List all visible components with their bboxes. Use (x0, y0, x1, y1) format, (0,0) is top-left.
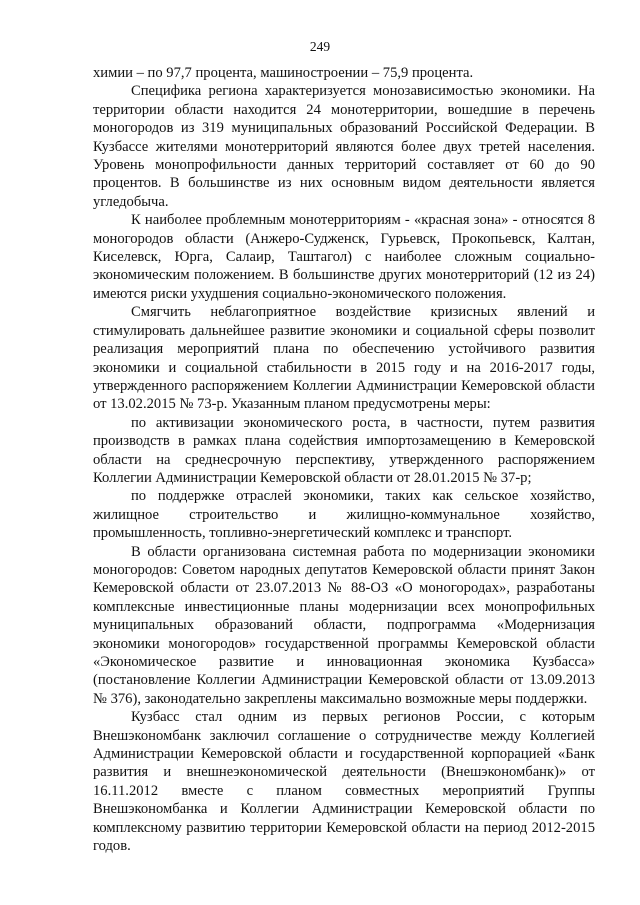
body-text (93, 64, 595, 855)
paragraph-measure-growth: по активизации экономического роста, в частности, путем развития производств в рамках плана содействия импортозамещению в Кемеровской области на среднесрочную перспективу, утвержденного распоряжением Коллегии Администрации Кемеровской области от 28.01.2015 № 37-р; (93, 414, 595, 486)
paragraph-modernization: В области организована системная работа по модернизации экономики моногородов: Советом народных депутатов Кемеровской области принят Закон Кемеровской области от 23.07.2013 № 88-ОЗ «О моногородах», разработаны комплексные инвестиционные планы модернизации всех монопрофильных муниципальных образований области, подпрограмма «Модернизация экономики моногородов» государственной программы Кемеровской области «Экономическое развитие и инновационная экономика Кузбасса» (постановление Коллегии Администрации Кемеровской области от 13.09.2013 № 376), законодательно закреплены максимально возможные меры поддержки. (93, 543, 595, 707)
page-number: 249 (309, 39, 331, 54)
paragraph-measure-support: по поддержке отраслей экономики, таких как сельское хозяйство, жилищное строительство и жилищно-коммунальное хозяйство, промышленность, топливно-энергетический комплекс и транспорт. (93, 488, 595, 542)
paragraph-veb-agreement: Кузбасс стал одним из первых регионов России, с которым Внешэкономбанк заключил соглашение о сотрудничестве между Коллегией Администрации Кемеровской области и государственной корпорацией «Банк развития и внешнеэкономической деятельности (Внешэкономбанк)» от 16.11.2012 вместе с планом совместных мероприятий Группы Внешэкономбанка и Коллегии Администрации Кемеровской области по комплексному развитию территории Кемеровской области на период 2012-2015 годов. (93, 709, 595, 855)
paragraph-continuation: химии – по 97,7 процента, машиностроении – 75,9 процента. (93, 65, 474, 81)
paragraph-stability-plan: Смягчить неблагоприятное воздействие кризисных явлений и стимулировать дальнейшее развитие экономики и социальной сферы позволит реализация мероприятий плана по обеспечению устойчивого развития экономики и социальной стабильности в 2015 году и на 2016-2017 годы, утвержденного распоряжением Коллегии Администрации Кемеровской области от 13.02.2015 № 73-р. Указанным планом предусмотрены меры: (93, 304, 595, 413)
paragraph-red-zone: К наиболее проблемным монотерриториям - «красная зона» - относятся 8 моногородов области (Анжеро-Судженск, Гурьевск, Прокопьевск, Калтан, Киселевск, Юрга, Салаир, Таштагол) с наиболее сложным социально-экономическим положением. В большинстве других монотерриторий (12 из 24) имеются риски ухудшения социально-экономического положения. (93, 212, 595, 302)
paragraph-monodependence: Специфика региона характеризуется монозависимостью экономики. На территории области находится 24 монотерритории, вошедшие в перечень моногородов из 319 муниципальных образований Российской Федерации. В Кузбассе жителями монотерриторий являются более двух третей населения. Уровень монопрофильности данных территорий составляет от 60 до 90 процентов. В большинстве из них основным видом деятельности является угледобыча. (93, 83, 595, 210)
